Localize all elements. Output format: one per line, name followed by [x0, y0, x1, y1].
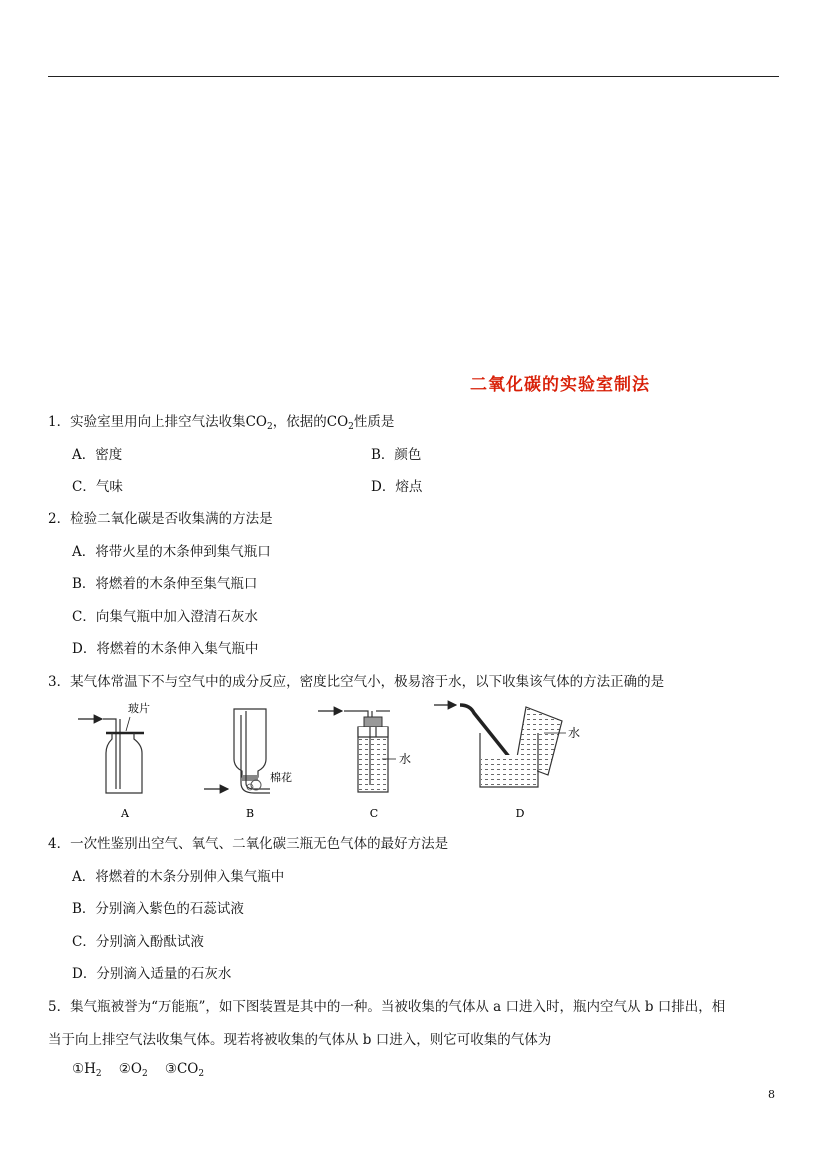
apparatus-d-label: D: [515, 807, 525, 820]
question-1-option-b: B．颜色: [371, 447, 422, 463]
question-1-option-c: C．气味: [72, 479, 123, 495]
question-4-option-b: B．分别滴入紫色的石蕊试液: [72, 901, 244, 917]
page-number: 8: [768, 1088, 775, 1101]
question-2-stem: 2．检验二氧化碳是否收集满的方法是: [48, 511, 273, 527]
apparatus-a-label: A: [121, 807, 129, 820]
water-label-d: 水: [568, 726, 581, 740]
question-1-stem: 1．实验室里用向上排空气法收集$CO_2$，依据的$CO_2$性质是: [48, 414, 395, 432]
cotton-label: 棉花: [270, 771, 292, 784]
question-1-option-d: D．熔点: [371, 479, 423, 495]
apparatus-c-label: C: [369, 807, 379, 820]
water-label-c: 水: [399, 752, 412, 766]
question-5-line-1: 5．集气瓶被誉为“万能瓶”，如下图装置是其中的一种。当被收集的气体从 a 口进入时，瓶内空气从 b 口排出，相: [48, 999, 726, 1015]
apparatus-b: [204, 709, 292, 820]
apparatus-c: [318, 711, 411, 820]
question-5-choices: $①H_2$ $②O_2$ $③CO_2$: [72, 1061, 205, 1079]
question-2-option-b: B．将燃着的木条伸至集气瓶口: [72, 576, 258, 592]
header-rule: [48, 76, 779, 77]
question-4-option-c: C．分别滴入酚酞试液: [72, 934, 204, 950]
question-2-option-c: C．向集气瓶中加入澄清石灰水: [72, 609, 258, 625]
question-5-line-2: 当于向上排空气法收集气体。现若将被收集的气体从 b 口进入，则它可收集的气体为: [48, 1032, 552, 1048]
page-title: 二氧化碳的实验室制法: [470, 375, 650, 395]
apparatus-d: [434, 705, 580, 820]
question-4-option-d: D．分别滴入适量的石灰水: [72, 966, 232, 982]
gas-collection-diagrams: [70, 697, 590, 822]
question-2-option-d: D．将燃着的木条伸入集气瓶中: [72, 641, 259, 657]
question-1-option-a: A．密度: [72, 447, 123, 463]
apparatus-b-label: B: [245, 807, 255, 820]
glass-slide-label: 玻片: [128, 702, 150, 715]
question-4-stem: 4．一次性鉴别出空气、氧气、二氧化碳三瓶无色气体的最好方法是: [48, 836, 449, 852]
apparatus-a: [78, 701, 150, 820]
question-2-option-a: A．将带火星的木条伸到集气瓶口: [72, 544, 271, 560]
question-3-stem: 3．某气体常温下不与空气中的成分反应，密度比空气小，极易溶于水，以下收集该气体的方法正确的是: [48, 674, 665, 690]
question-4-option-a: A．将燃着的木条分别伸入集气瓶中: [72, 869, 285, 885]
